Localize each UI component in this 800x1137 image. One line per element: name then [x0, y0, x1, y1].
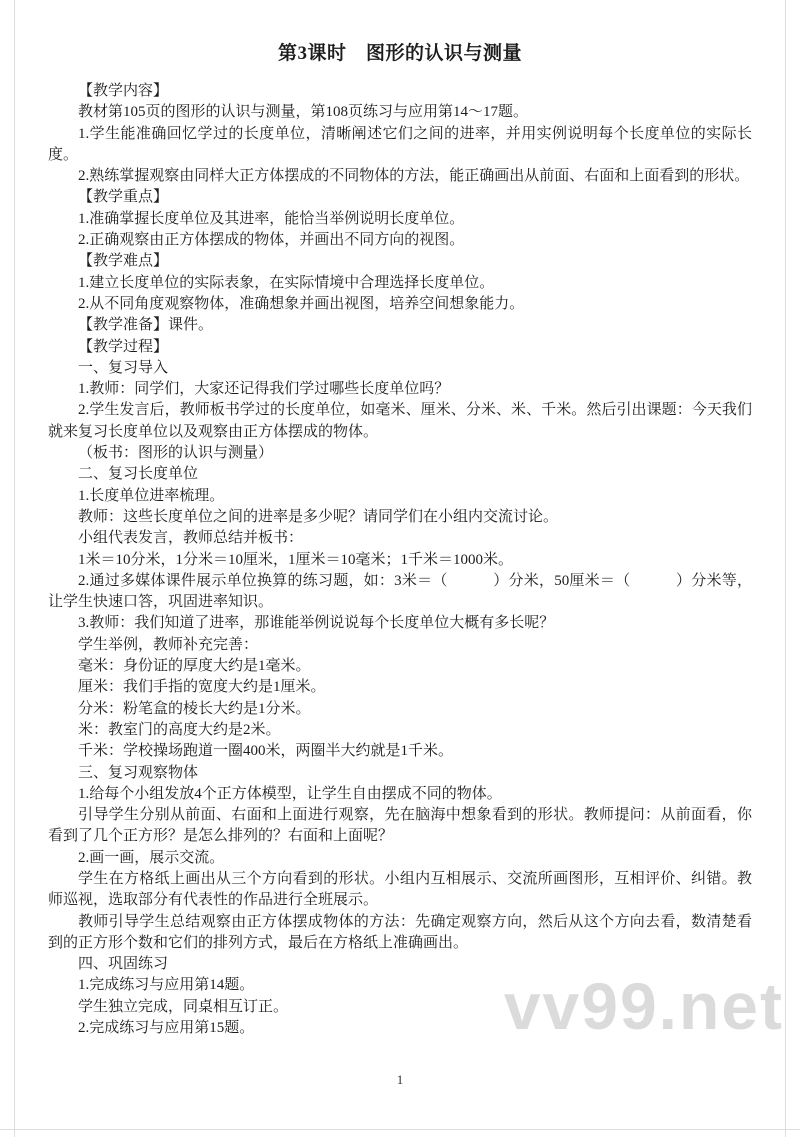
paragraph: 1.学生能准确回忆学过的长度单位，清晰阐述它们之间的进率，并用实例说明每个长度单位的实际长度。: [48, 125, 752, 163]
paragraph: 学生独立完成，同桌相互订正。: [78, 998, 289, 1015]
paragraph: 2.画一画，展示交流。: [78, 849, 225, 866]
paragraph: 2.正确观察由正方体摆成的物体，并画出不同方向的视图。: [78, 232, 465, 249]
paragraph: 学生在方格纸上画出从三个方向看到的形状。小组内互相展示、交流所画图形，互相评价、纠错。教师巡视，选取部分有代表性的作品进行全班展示。: [48, 870, 752, 909]
paragraph: （板书：图形的认识与测量）: [78, 445, 274, 462]
paragraph: 1.教师：同学们，大家还记得我们学过哪些长度单位吗？: [78, 381, 450, 398]
paragraph: 教材第105页的图形的认识与测量，第108页练习与应用第14～17题。: [78, 104, 529, 121]
paragraph: 1米＝10分米，1分米＝10厘米，1厘米＝10毫米；1千米＝1000米。: [78, 551, 514, 568]
paragraph: 1.长度单位进率梳理。: [78, 487, 225, 504]
paragraph: 一、复习导入: [78, 359, 169, 376]
paragraph: 1.准确掌握长度单位及其进率，能恰当举例说明长度单位。: [78, 210, 465, 227]
paragraph: 2.通过多媒体课件展示单位换算的练习题，如：3米＝（ ）分米，50厘米＝（ ）分米等，让学生快速口答，巩固进率知识。: [48, 572, 752, 611]
paragraph: 千米：学校操场跑道一圈400米，两圈半大约就是1千米。: [78, 743, 454, 760]
paragraph: 分米：粉笔盒的棱长大约是1分米。: [78, 700, 311, 717]
paragraph: 2.学生发言后，教师板书学过的长度单位，如毫米、厘米、分米、米、千米。然后引出课题：今天我们就来复习长度单位以及观察由正方体摆成的物体。: [48, 402, 752, 440]
document-body: [48, 38, 752, 1039]
paragraph: 1.完成练习与应用第14题。: [78, 977, 255, 994]
paragraph: 2.完成练习与应用第15题。: [78, 1020, 255, 1037]
paragraph: 2.熟练掌握观察由同样大正方体摆成的不同物体的方法，能正确画出从前面、右面和上面看到的形状。: [78, 168, 750, 185]
paragraph: 【教学过程】: [78, 338, 169, 355]
paragraph: 教师引导学生总结观察由正方体摆成物体的方法：先确定观察方向，然后从这个方向去看，数清楚看到的正方形个数和它们的排列方式，最后在方格纸上准确画出。: [48, 913, 752, 951]
paragraph: 【教学难点】: [78, 253, 169, 270]
paragraph: 1.给每个小组发放4个正方体模型，让学生自由摆成不同的物体。: [78, 785, 502, 802]
page-number: 1: [396, 1072, 404, 1087]
paragraph: 四、巩固练习: [78, 956, 169, 973]
page-edge-bottom: [0, 1129, 800, 1130]
paragraph: 小组代表发言，教师总结并板书：: [78, 530, 304, 547]
paragraph: 【教学重点】: [78, 189, 169, 206]
paragraph: 教师：这些长度单位之间的进率是多少呢？请同学们在小组内交流讨论。: [78, 508, 559, 525]
paragraph: 【教学内容】: [78, 83, 169, 99]
paragraph: 3.教师：我们知道了进率，那谁能举例说说每个长度单位大概有多长呢？: [78, 615, 555, 632]
paragraph: 引导学生分别从前面、右面和上面进行观察，先在脑海中想象看到的形状。教师提问：从前面看，你看到了几个正方形？是怎么排列的？右面和上面呢？: [48, 807, 752, 845]
paragraph: 毫米：身份证的厚度大约是1毫米。: [78, 658, 311, 675]
paragraph: 1.建立长度单位的实际表象，在实际情境中合理选择长度单位。: [78, 274, 495, 291]
page-edge-left: [14, 0, 15, 1137]
paragraph: 米：教室门的高度大约是2米。: [78, 721, 281, 738]
watermark: vv99.net: [503, 969, 784, 1043]
page-title: 第3课时 图形的认识与测量: [277, 43, 522, 64]
paragraph: 二、复习长度单位: [78, 466, 199, 483]
page-edge-right: [785, 0, 786, 1137]
paragraph: 2.从不同角度观察物体，准确想象并画出视图，培养空间想象能力。: [78, 295, 525, 312]
paragraph: 厘米：我们手指的宽度大约是1厘米。: [78, 679, 326, 696]
paragraph: 【教学准备】课件。: [78, 317, 214, 334]
paragraph: 三、复习观察物体: [78, 764, 199, 781]
paragraph: 学生举例，教师补充完善：: [78, 636, 259, 653]
